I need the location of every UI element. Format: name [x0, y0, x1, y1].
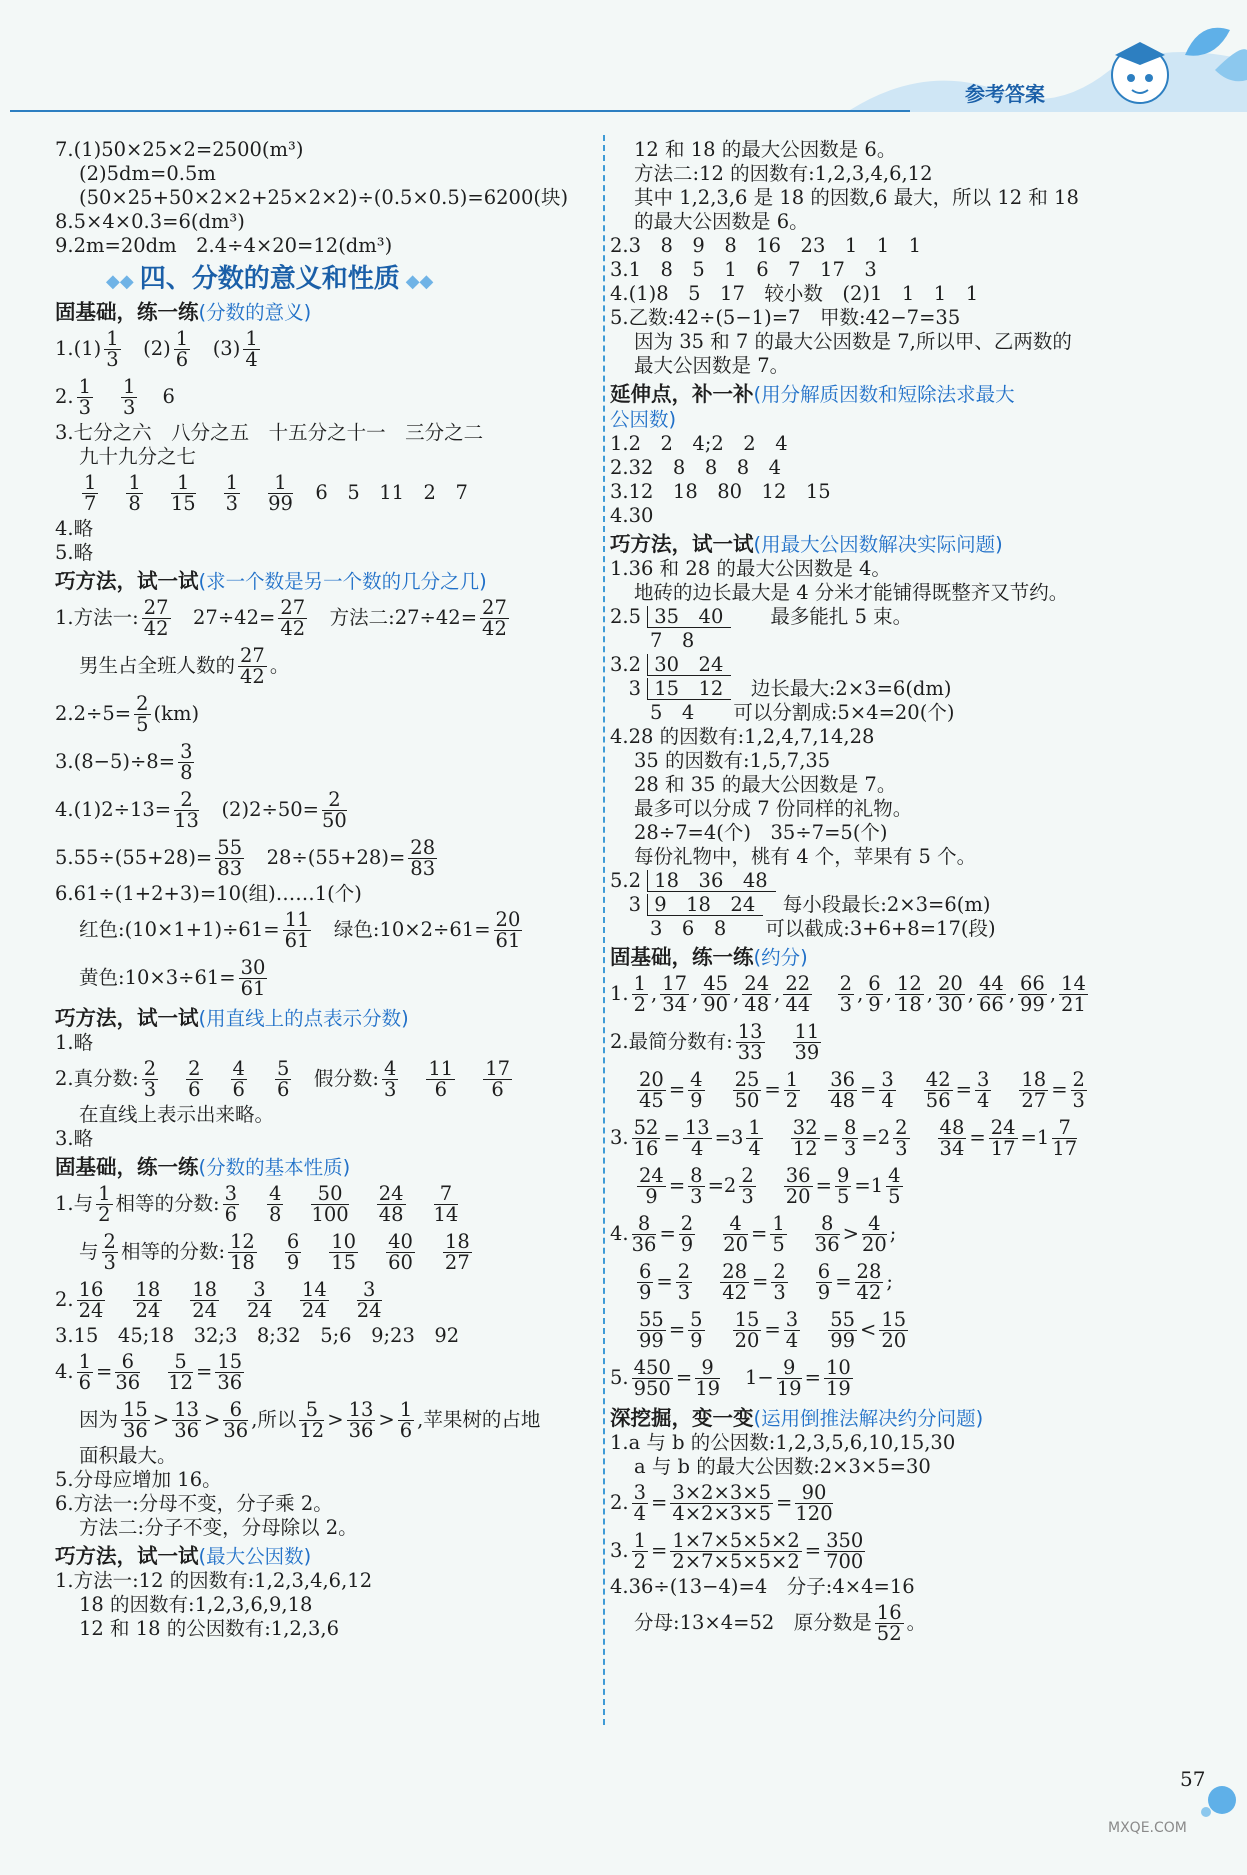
answer-line: 1 7 1 8 1 15 1 3 1 99 6 5 11 2 7	[84, 470, 468, 515]
answer-line: 4. 1 6 = 6 36 5 12 = 15 36	[55, 1349, 243, 1394]
answer-line: 红色:(10×1+1)÷61= 11 61 绿色:10×2÷61= 20 61	[79, 907, 521, 952]
answer-line: 3.略	[55, 1127, 94, 1150]
short-division: 5.2 18 36 48	[610, 869, 1170, 893]
section-heading: 固基础，练一练(分数的意义)	[55, 300, 312, 324]
answer-line: 5. 450 950 = 9 19 1− 9 19 = 10 19	[610, 1355, 851, 1400]
answer-line: 最大公因数是 7。	[634, 354, 790, 377]
watermark: MXQE.COM	[1108, 1820, 1187, 1836]
answer-line: 男生占全班人数的 27 42 。	[79, 643, 290, 688]
section-heading-cont: 公因数)	[610, 408, 677, 431]
answer-line: 每份礼物中，桃有 4 个，苹果有 5 个。	[634, 845, 977, 868]
answer-line: 面积最大。	[79, 1444, 177, 1467]
answer-line: 1.略	[55, 1031, 94, 1054]
answer-line: 4. 8 36 = 2 9 4 20 = 1 5 8 36 > 4 20 ;	[610, 1211, 897, 1256]
answer-line: 5.55÷(55+28)= 55 83 28÷(55+28)= 28 83	[55, 835, 436, 880]
left-column	[55, 138, 600, 1641]
answer-line: 8.5×4×0.3=6(dm³)	[55, 210, 245, 233]
answer-line: 3.12 18 80 12 15	[610, 480, 831, 503]
section-heading: 固基础，练一练(分数的基本性质)	[55, 1155, 351, 1179]
answer-line: 18 的因数有:1,2,3,6,9,18	[79, 1593, 313, 1616]
section-heading: 深挖掘，变一变(运用倒推法解决约分问题)	[610, 1406, 984, 1430]
answer-line: 6.方法一:分母不变，分子乘 2。	[55, 1492, 333, 1515]
answer-line: 6.61÷(1+2+3)=10(组)……1(个)	[55, 882, 362, 905]
answer-line: 九十九分之七	[79, 445, 197, 468]
answer-line: 24 9 = 8 3 =2 2 3 36 20 = 9 5 =1 4 5	[639, 1163, 901, 1208]
answer-line: 2.3 8 9 8 16 23 1 1 1	[610, 234, 922, 257]
answer-line: 其中 1,2,3,6 是 18 的因数,6 最大，所以 12 和 18	[634, 186, 1079, 209]
answer-line: 28÷7=4(个) 35÷7=5(个)	[634, 821, 888, 844]
division-result: 3 6 8 可以截成:3+6+8=17(段)	[650, 917, 996, 940]
answer-line: 2. 16 24 18 24 18 24 3 24 14 24 3 24	[55, 1277, 382, 1322]
answer-line: 方法二:分子不变，分母除以 2。	[79, 1516, 358, 1539]
division-result: 7 8	[650, 629, 695, 652]
header-wave-decoration	[0, 0, 1247, 120]
answer-line: 9.2m=20dm 2.4÷4×20=12(dm³)	[55, 234, 393, 257]
answer-line: 4.(1)2÷13= 2 13 (2)2÷50= 2 50	[55, 787, 347, 832]
answer-line: 2.最简分数有: 13 33 11 39	[610, 1019, 820, 1064]
answer-line: 1.a 与 b 的公因数:1,2,3,5,6,10,15,30	[610, 1431, 956, 1454]
answer-line: 4.略	[55, 517, 94, 540]
section-heading: 巧方法，试一试(最大公因数)	[55, 1544, 312, 1568]
short-division: 3.2 30 24	[610, 653, 1170, 677]
answer-line: 的最大公因数是 6。	[634, 210, 809, 233]
answer-line: 2. 3 4 = 3×2×3×5 4×2×3×5 = 90 120	[610, 1480, 833, 1525]
answer-line: 1. 1 2 , 17 34 , 45 90 , 24 48 , 22 44 2 3 , 6 9 , 12 18 , 20 30 , 44 66 , 66 99 , 14 21	[610, 971, 1086, 1016]
answer-line: 3.1 8 5 1 6 7 17 3	[610, 258, 877, 281]
answer-line: 地砖的边长最大是 4 分米才能铺得既整齐又节约。	[634, 581, 1069, 604]
header-title: 参考答案	[965, 82, 1045, 106]
answer-line: 2.真分数: 2 3 2 6 4 6 5 6 假分数: 4 3 11 6 17 6	[55, 1056, 511, 1101]
section-heading: 固基础，练一练(约分)	[610, 945, 808, 969]
answer-line: 黄色:10×3÷61= 30 61	[79, 955, 266, 1000]
answer-line: 4.30	[610, 504, 654, 527]
answer-line: 3. 1 2 = 1×7×5×5×2 2×7×5×5×2 = 350 700	[610, 1528, 864, 1573]
answer-line: 3. 52 16 = 13 4 =3 1 4 32 12 = 8 3 =2 2 3 48 34 = 24 17 =1 7 17	[610, 1115, 1078, 1160]
answer-line: 20 45 = 4 9 25 50 = 1 2 36 48 = 3 4 42 56 = 3 4 18 27 = 2 3	[639, 1067, 1085, 1112]
right-column	[610, 138, 1170, 1647]
answer-line: 4.36÷(13−4)=4 分子:4×4=16	[610, 1575, 915, 1598]
answer-line: (2)5dm=0.5m	[79, 162, 216, 185]
answer-line: 1.方法一: 27 42 27÷42= 27 42 方法二:27÷42= 27 42	[55, 595, 507, 640]
answer-line: 5.略	[55, 541, 94, 564]
column-divider	[603, 135, 605, 1725]
answer-line: 55 99 = 5 9 15 20 = 3 4 55 99 < 15 20	[639, 1307, 907, 1352]
corner-dots-decoration	[1200, 1778, 1247, 1828]
answer-line: 12 和 18 的公因数有:1,2,3,6	[79, 1617, 340, 1640]
answer-line: 5.分母应增加 16。	[55, 1468, 222, 1491]
section-heading: 巧方法，试一试(求一个数是另一个数的几分之几)	[55, 569, 487, 593]
page-number: 57	[1180, 1767, 1206, 1791]
answer-line: 6 9 = 2 3 28 42 = 2 3 6 9 = 28 42 ;	[639, 1259, 893, 1304]
short-division: 2.5 35 40 最多能扎 5 束。	[610, 605, 913, 628]
answer-line: 1.方法一:12 的因数有:1,2,3,4,6,12	[55, 1569, 373, 1592]
answer-line: 3.(8−5)÷8= 3 8	[55, 739, 193, 784]
answer-line: (50×25+50×2×2+25×2×2)÷(0.5×0.5)=6200(块)	[79, 186, 569, 209]
mascot-icon	[1100, 30, 1180, 110]
answer-line: 4.(1)8 5 17 较小数 (2)1 1 1 1	[610, 282, 979, 305]
answer-line: 3.七分之六 八分之五 十五分之十一 三分之二	[55, 421, 484, 444]
answer-line: 4.28 的因数有:1,2,4,7,14,28	[610, 725, 875, 748]
answer-line: 1.2 2 4;2 2 4	[610, 432, 788, 455]
answer-line: 28 和 35 的最大公因数是 7。	[634, 773, 897, 796]
answer-line: 因为 35 和 7 的最大公因数是 7,所以甲、乙两数的	[634, 330, 1072, 353]
answer-line: 因为 15 36 > 13 36 > 6 36 ,所以 5 12 > 13 36 > 1 6 ,苹果树的占地	[79, 1397, 541, 1442]
section-heading: 巧方法，试一试(用最大公因数解决实际问题)	[610, 532, 1003, 556]
answer-line: a 与 b 的最大公因数:2×3×5=30	[634, 1455, 931, 1478]
page-header	[0, 0, 1247, 120]
short-division: 3 15 12 边长最大:2×3=6(dm)	[610, 677, 952, 700]
answer-line: 1.36 和 28 的最大公因数是 4。	[610, 557, 891, 580]
short-division: 3 9 18 24 每小段最长:2×3=6(m)	[610, 893, 991, 916]
answer-line: 分母:13×4=52 原分数是 16 52 。	[634, 1600, 927, 1645]
answer-line: 1.(1) 1 3 (2) 1 6 (3) 1 4	[55, 326, 258, 371]
answer-line: 2.32 8 8 8 4	[610, 456, 782, 479]
answer-line: 在直线上表示出来略。	[79, 1103, 275, 1126]
section-heading: 巧方法，试一试(用直线上的点表示分数)	[55, 1006, 409, 1030]
answer-line: 1.与 1 2 相等的分数: 3 6 4 8 50 100 24 48 7 14	[55, 1181, 459, 1226]
answer-line: 方法二:12 的因数有:1,2,3,4,6,12	[634, 162, 933, 185]
answer-line: 5.乙数:42÷(5−1)=7 甲数:42−7=35	[610, 306, 961, 329]
header-rule	[10, 110, 910, 112]
answer-line: 2. 1 3 1 3 6	[55, 374, 175, 419]
chapter-title: ◆◆ 四、分数的意义和性质 ◆◆	[106, 264, 434, 294]
answer-line: 7.(1)50×25×2=2500(m³)	[55, 138, 304, 161]
answer-line: 3.15 45;18 32;3 8;32 5;6 9;23 92	[55, 1324, 460, 1347]
answer-line: 12 和 18 的最大公因数是 6。	[634, 138, 897, 161]
section-heading: 延伸点，补一补(用分解质因数和短除法求最大	[610, 382, 1015, 406]
division-result: 5 4 可以分割成:5×4=20(个)	[650, 701, 955, 724]
answer-line: 与 2 3 相等的分数: 12 18 6 9 10 15 40 60 18 27	[79, 1229, 470, 1274]
answer-line: 最多可以分成 7 份同样的礼物。	[634, 797, 913, 820]
answer-line: 35 的因数有:1,5,7,35	[634, 749, 831, 772]
answer-line: 2.2÷5= 2 5 (km)	[55, 691, 200, 736]
